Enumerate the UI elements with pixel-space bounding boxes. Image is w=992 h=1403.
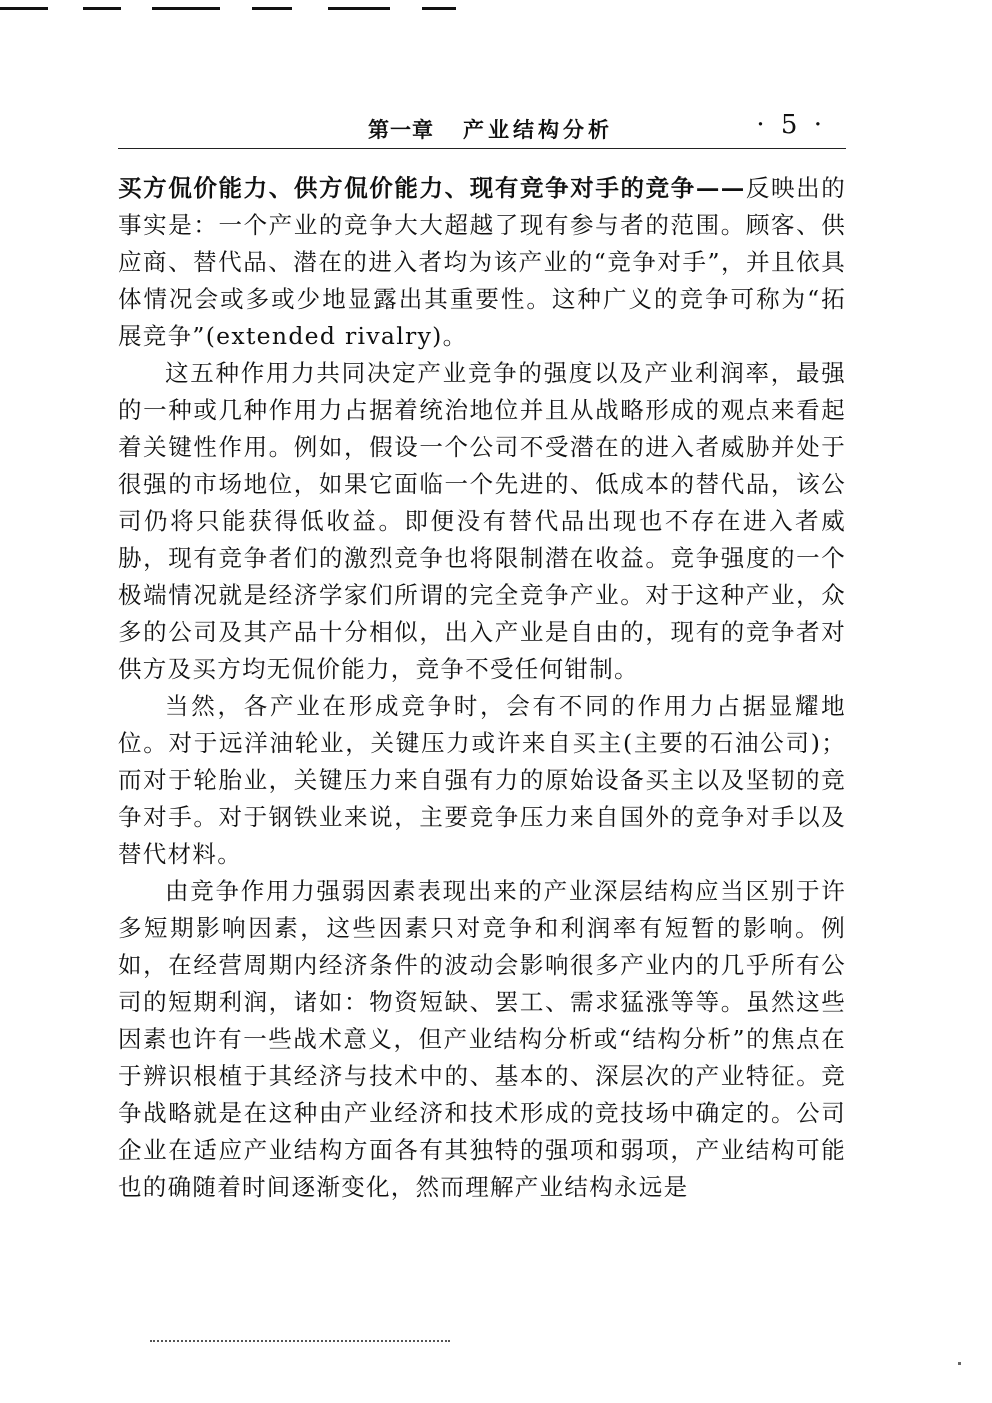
scan-mark (422, 7, 456, 10)
page-number: · 5 · (756, 110, 826, 140)
footer-scan-marks (150, 1340, 450, 1352)
paragraph-1 (118, 170, 846, 355)
scan-mark (252, 7, 292, 10)
header-rule (118, 148, 846, 149)
running-header (118, 112, 846, 146)
scan-mark (0, 7, 48, 10)
paragraph-4 (118, 873, 846, 1206)
scan-dot (958, 1362, 961, 1365)
chapter-title: 产业结构分析 (463, 117, 613, 142)
text-body (118, 170, 846, 1206)
scan-mark (152, 7, 220, 10)
paragraph-text: 反映出的事实是：一个产业的竞争大大超越了现有参与者的范围。顾客、供应商、替代品、潜在的进入者均为该产业的“竞争对手”，并且依具体情况会或多或少地显露出其重要性。这种广义的竞争可称为“拓展竞争”(extended rivalry)。 (118, 174, 847, 350)
paragraph-2 (118, 355, 846, 688)
bold-lead-text: 买方侃价能力、供方侃价能力、现有竞争对手的竞争—— (118, 174, 746, 202)
paragraph-text: 由竞争作用力强弱因素表现出来的产业深层结构应当区别于许多短期影响因素，这些因素只对竞争和利润率有短暂的影响。例如，在经营周期内经济条件的波动会影响很多产业内的几乎所有公司的短期利润，诸如：物资短缺、罢工、需求猛涨等等。虽然这些因素也许有一些战术意义，但产业结构分析或“结构分析”的焦点在于辨识根植于其经济与技术中的、基本的、深层次的产业特征。竞争战略就是在这种由产业经济和技术形成的竞技场中确定的。公司企业在适应产业结构方面各有其独特的强项和弱项，产业结构可能也的确随着时间逐渐变化，然而理解产业结构永远是 (118, 877, 846, 1201)
paragraph-3 (118, 688, 846, 873)
paragraph-text: 当然，各产业在形成竞争时，会有不同的作用力占据显耀地位。对于远洋油轮业，关键压力或许来自买主(主要的石油公司)；而对于轮胎业，关键压力来自强有力的原始设备买主以及坚韧的竞争对手。对于钢铁业来说，主要竞争压力来自国外的竞争对手以及替代材料。 (118, 692, 846, 868)
paragraph-text: 这五种作用力共同决定产业竞争的强度以及产业利润率，最强的一种或几种作用力占据着统治地位并且从战略形成的观点来看起着关键性作用。例如，假设一个公司不受潜在的进入者威胁并处于很强的市场地位，如果它面临一个先进的、低成本的替代品，该公司仍将只能获得低收益。即便没有替代品出现也不存在进入者威胁，现有竞争者们的激烈竞争也将限制潜在收益。竞争强度的一个极端情况就是经济学家们所谓的完全竞争产业。对于这种产业，众多的公司及其产品十分相似，出入产业是自由的，现有的竞争者对供方及买方均无侃价能力，竞争不受任何钳制。 (118, 359, 846, 683)
scan-artifact-marks (0, 0, 992, 20)
scan-mark (83, 7, 121, 10)
chapter-label: 第一章 (368, 117, 434, 142)
scan-mark (328, 7, 390, 10)
